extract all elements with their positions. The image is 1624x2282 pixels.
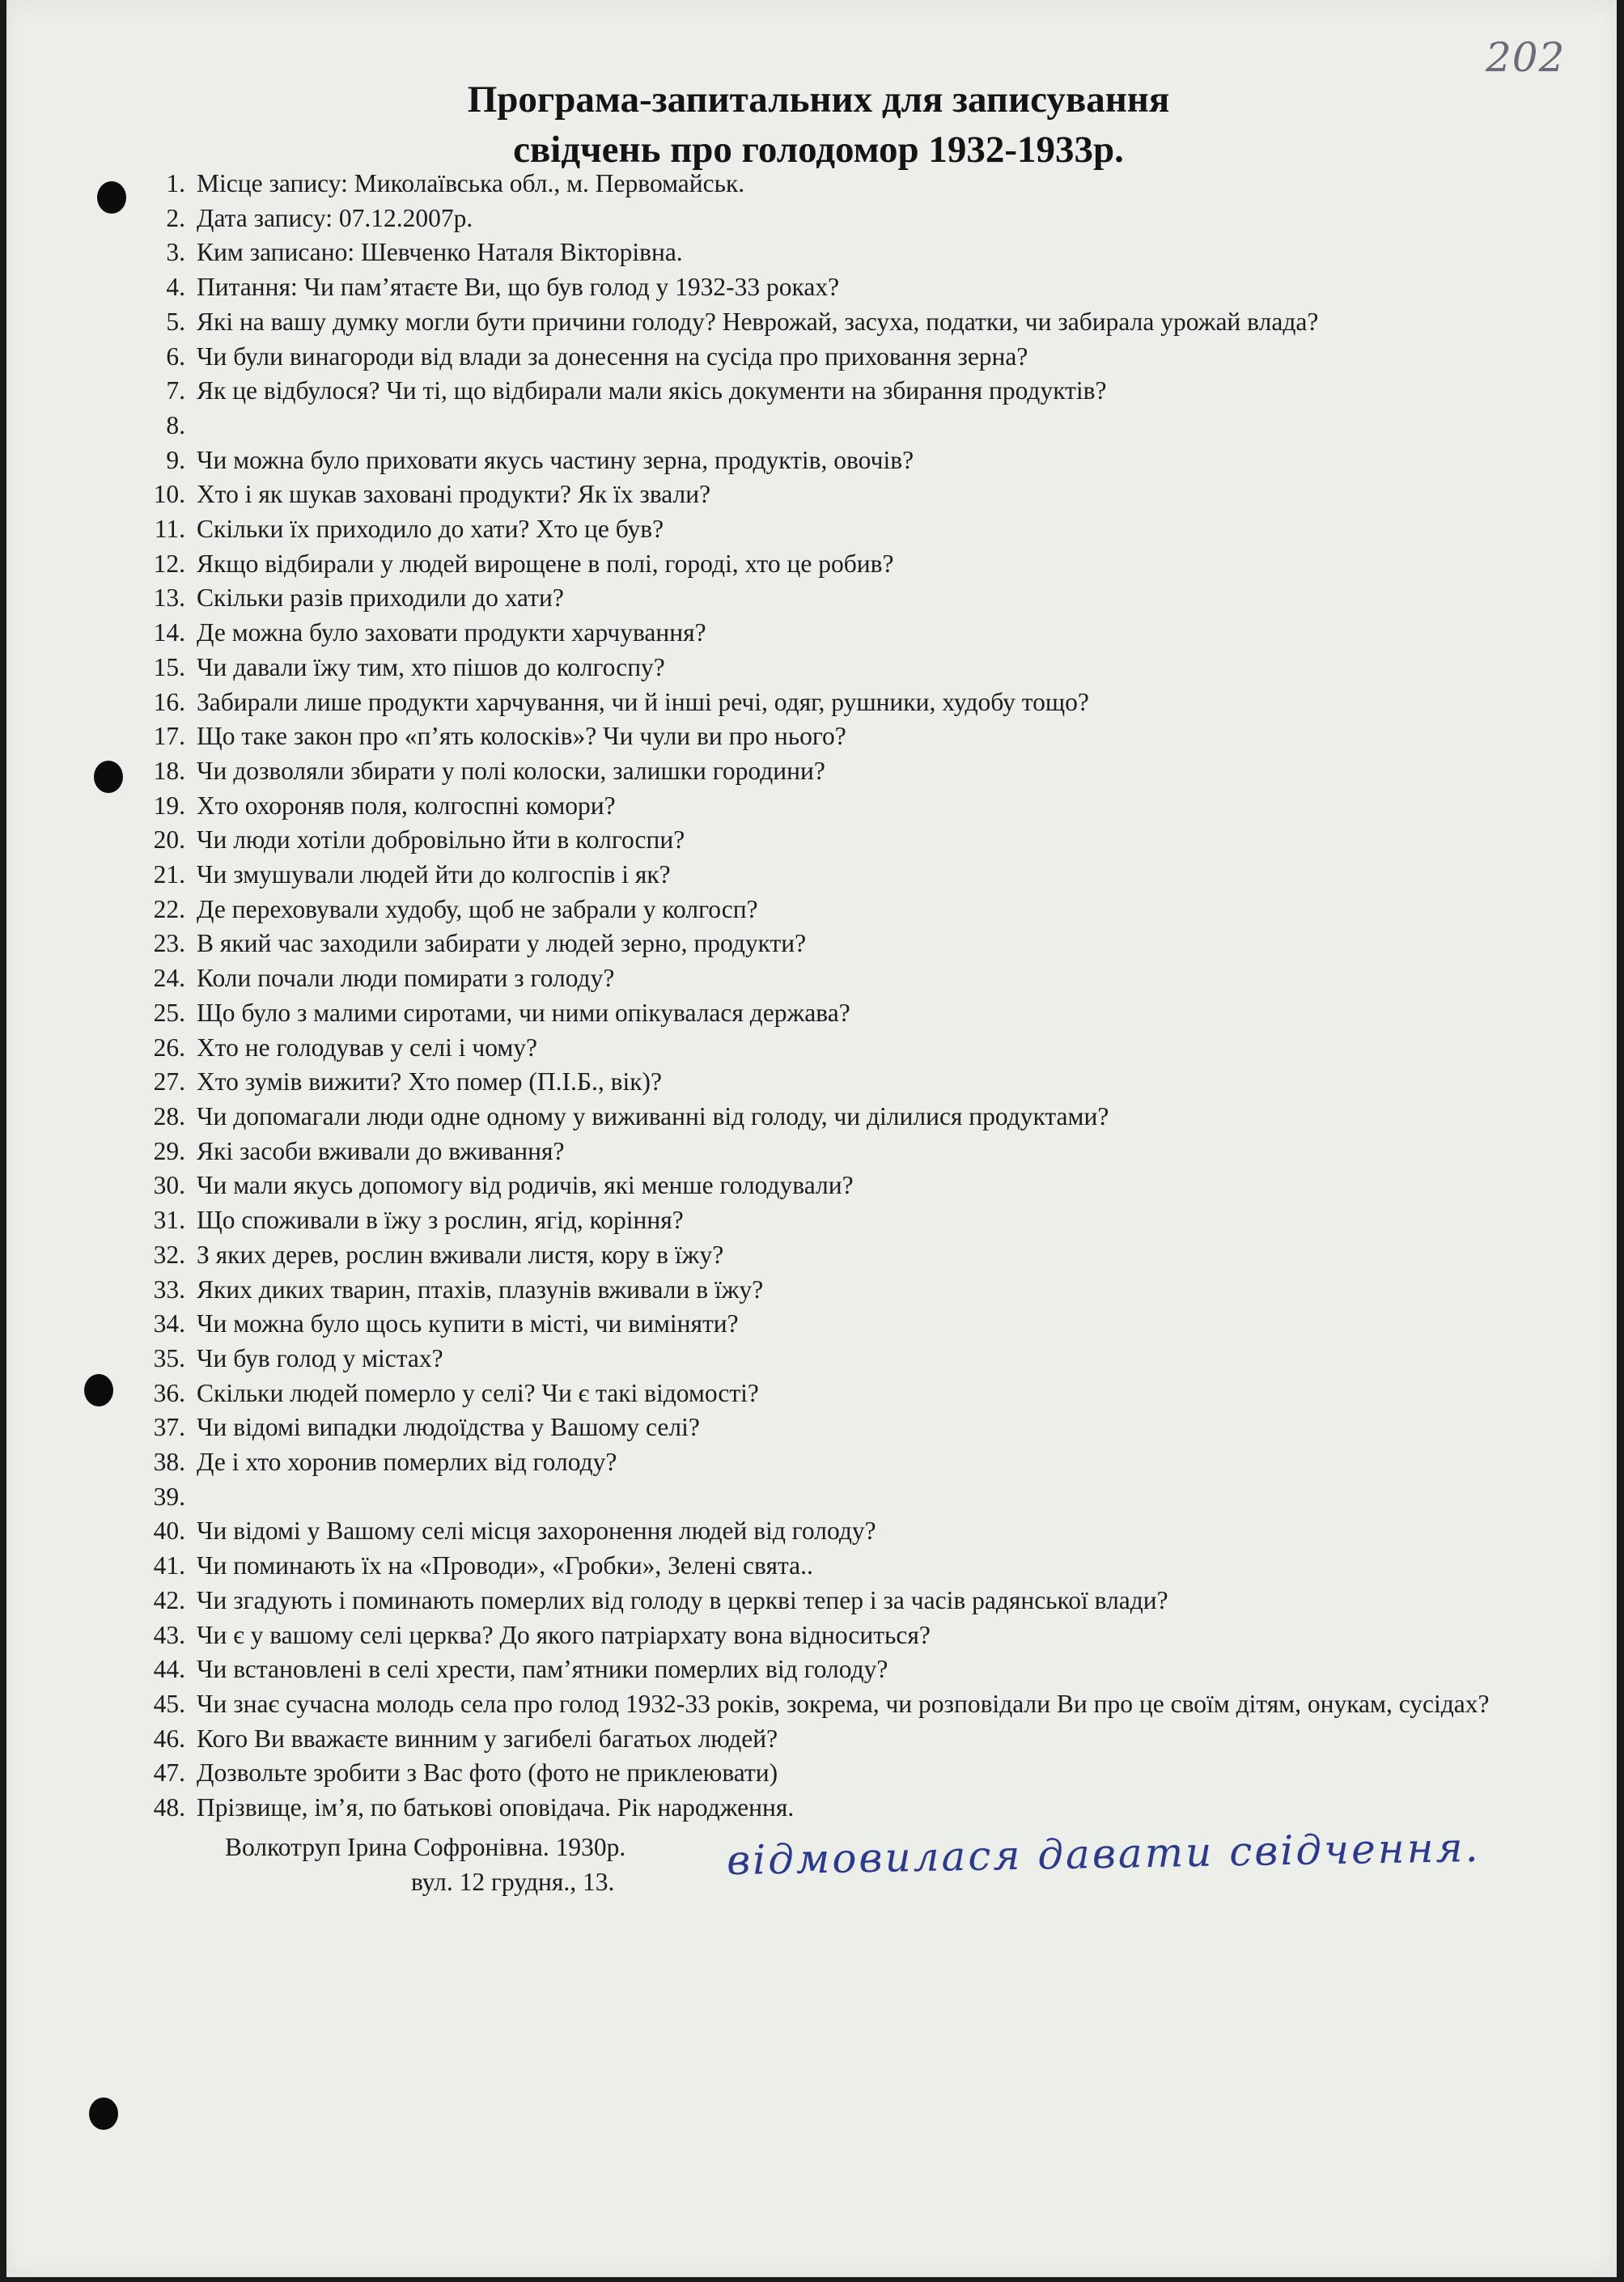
- question-item: [136, 616, 1512, 651]
- question-text: Чи встановлені в селі хрести, пам’ятники померлих від голоду?: [197, 1655, 888, 1684]
- question-item: [136, 1618, 1512, 1653]
- question-item: [136, 651, 1512, 685]
- question-number: 25.: [153, 998, 185, 1027]
- question-text: Чи були винагороди від влади за донесення на сусіда про приховання зерна?: [197, 341, 1028, 371]
- question-number: 12.: [153, 549, 185, 578]
- question-number: 40.: [153, 1516, 185, 1546]
- question-text: Чи мали якусь допомогу від родичів, які менше голодували?: [197, 1171, 854, 1200]
- question-item: [136, 823, 1512, 858]
- question-number: 36.: [153, 1378, 185, 1407]
- question-item: [136, 1203, 1512, 1238]
- question-number: 14.: [153, 618, 185, 647]
- question-number: 6.: [166, 341, 185, 371]
- question-text: Де і хто хоронив померлих від голоду?: [197, 1448, 617, 1477]
- question-item: [136, 201, 1512, 236]
- question-number: 26.: [153, 1033, 185, 1062]
- question-number: 30.: [153, 1171, 185, 1200]
- question-text: Що було з малими сиротами, чи ними опікувалася держава?: [197, 998, 850, 1027]
- page-number: 202: [1486, 34, 1566, 81]
- question-text: Дозвольте зробити з Вас фото (фото не приклеювати): [197, 1758, 778, 1788]
- question-number: 20.: [153, 825, 185, 855]
- question-item: [136, 547, 1512, 582]
- question-text: Хто і як шукав заховані продукти? Як їх звали?: [197, 480, 711, 509]
- question-number: 9.: [166, 445, 185, 474]
- question-number: 35.: [153, 1343, 185, 1372]
- question-item: [136, 1652, 1512, 1687]
- question-text: Хто зумів вижити? Хто помер (П.І.Б., вік)?: [197, 1067, 662, 1096]
- question-item: [136, 1687, 1512, 1722]
- question-text: Дата запису: 07.12.2007р.: [197, 203, 473, 232]
- question-text: Де переховували худобу, щоб не забрали у колгосп?: [197, 894, 758, 923]
- question-number: 42.: [153, 1585, 185, 1614]
- question-text: Чи люди хотіли добровільно йти в колгоспи?: [197, 825, 685, 855]
- question-list: [136, 167, 1512, 1826]
- title-line-1: Програма-запитальних для записування: [467, 78, 1170, 121]
- title-line-2: свідчень про голодомор 1932-1933р.: [513, 129, 1124, 171]
- question-number: 48.: [153, 1793, 185, 1822]
- respondent-name: Волкотруп Ірина Софронівна. 1930р.: [225, 1833, 626, 1861]
- question-text: Чи можна було приховати якусь частину зерна, продуктів, овочів?: [197, 445, 914, 474]
- question-item: [136, 961, 1512, 996]
- question-text: Забирали лише продукти харчування, чи й інші речі, одяг, рушники, худобу тощо?: [197, 687, 1089, 716]
- question-text: Скільки людей померло у селі? Чи є такі відомості?: [197, 1378, 759, 1407]
- question-number: 39.: [153, 1482, 185, 1511]
- question-item: [136, 1342, 1512, 1376]
- question-item: [136, 1031, 1512, 1066]
- question-number: 18.: [153, 756, 185, 785]
- question-number: 11.: [154, 515, 185, 544]
- question-text: Чи давали їжу тим, хто пішов до колгоспу?: [197, 652, 665, 681]
- question-number: 41.: [153, 1551, 185, 1580]
- question-text: Чи був голод у містах?: [197, 1343, 443, 1372]
- question-item: [136, 167, 1512, 201]
- question-item: [136, 305, 1512, 340]
- question-number: 1.: [166, 169, 185, 197]
- question-number: 43.: [153, 1620, 185, 1649]
- handwritten-note: відмовилася давати свідчення.: [726, 1823, 1481, 1885]
- question-number: 16.: [153, 687, 185, 716]
- question-number: 33.: [153, 1275, 185, 1304]
- question-item: [136, 340, 1512, 375]
- question-text: Коли почали люди помирати з голоду?: [197, 964, 615, 993]
- question-item: [136, 1445, 1512, 1480]
- question-item: [136, 1584, 1512, 1618]
- question-item: [136, 512, 1512, 547]
- question-text: Як це відбулося? Чи ті, що відбирали мали якісь документи на збирання продуктів?: [197, 376, 1107, 405]
- question-text: Яких диких тварин, птахів, плазунів вживали в їжу?: [197, 1275, 764, 1304]
- question-item: [136, 235, 1512, 270]
- question-item: [136, 1410, 1512, 1445]
- punch-hole: [89, 2097, 118, 2130]
- question-text: Хто не голодував у селі і чому?: [197, 1033, 538, 1062]
- question-number: 4.: [166, 273, 185, 302]
- question-item: [136, 374, 1512, 409]
- question-item: [136, 996, 1512, 1031]
- question-number: 21.: [153, 860, 185, 889]
- question-text: Кого Ви вважаєте винним у загибелі багатьох людей?: [197, 1724, 778, 1753]
- question-number: 47.: [153, 1758, 185, 1788]
- question-item: [136, 789, 1512, 824]
- question-text: Де можна було заховати продукти харчування?: [197, 618, 706, 647]
- question-item: [136, 443, 1512, 478]
- question-item: [136, 1169, 1512, 1203]
- question-number: 7.: [166, 376, 185, 405]
- question-item: [136, 1549, 1512, 1584]
- question-item: [136, 409, 1512, 443]
- question-number: 29.: [153, 1136, 185, 1165]
- question-text: Які засоби вживали до вживання?: [197, 1136, 565, 1165]
- question-number: 24.: [153, 964, 185, 993]
- question-text: Чи знає сучасна молодь села про голод 1932-33 років, зокрема, чи розповідали Ви про це своїм дітям, онукам, сусідах?: [197, 1689, 1490, 1718]
- question-text: Чи відомі випадки людоїдства у Вашому селі?: [197, 1413, 700, 1442]
- question-text: Чи поминають їх на «Проводи», «Гробки», Зелені свята..: [197, 1551, 813, 1580]
- question-item: [136, 685, 1512, 720]
- question-text: Ким записано: Шевченко Наталя Вікторівна.: [197, 238, 683, 267]
- question-text: Скільки разів приходили до хати?: [197, 583, 564, 613]
- question-number: 3.: [166, 238, 185, 267]
- question-text: Чи допомагали люди одне одному у виживанні від голоду, чи ділилися продуктами?: [197, 1101, 1109, 1130]
- question-item: [136, 1135, 1512, 1169]
- question-text: Що споживали в їжу з рослин, ягід, коріння?: [197, 1206, 684, 1235]
- question-item: [136, 927, 1512, 961]
- question-text: Які на вашу думку могли бути причини голоду? Неврожай, засуха, податки, чи забирала урожай влада?: [197, 307, 1319, 336]
- question-text: Чи згадують і поминають померлих від голоду в церкві тепер і за часів радянської влади?: [197, 1585, 1168, 1614]
- question-text: [197, 409, 1512, 443]
- respondent-address: вул. 12 грудня., 13.: [411, 1867, 615, 1896]
- question-text: Хто охороняв поля, колгоспні комори?: [197, 791, 616, 820]
- question-number: 17.: [153, 722, 185, 751]
- question-number: 10.: [153, 480, 185, 509]
- question-number: 23.: [153, 929, 185, 958]
- question-number: 34.: [153, 1309, 185, 1338]
- question-item: [136, 581, 1512, 616]
- question-number: 2.: [166, 203, 185, 232]
- question-item: [136, 477, 1512, 512]
- question-number: 22.: [153, 894, 185, 923]
- question-text: Чи дозволяли збирати у полі колоски, залишки городини?: [197, 756, 825, 785]
- question-number: 32.: [153, 1240, 185, 1269]
- question-item: [136, 893, 1512, 927]
- punch-hole: [97, 181, 126, 214]
- question-text: Чи відомі у Вашому селі місця захоронення людей від голоду?: [197, 1516, 876, 1546]
- question-item: [136, 1273, 1512, 1308]
- question-text: Скільки їх приходило до хати? Хто це був?: [197, 515, 664, 544]
- question-number: 37.: [153, 1413, 185, 1442]
- question-number: 8.: [166, 410, 185, 439]
- respondent-info: [225, 1830, 625, 1899]
- question-number: 38.: [153, 1448, 185, 1477]
- question-text: Що таке закон про «п’ять колосків»? Чи чули ви про нього?: [197, 722, 846, 751]
- question-item: [136, 754, 1512, 789]
- question-text: Прізвище, ім’я, по батькові оповідача. Рік народження.: [197, 1793, 795, 1822]
- question-item: [136, 1376, 1512, 1411]
- question-number: 27.: [153, 1067, 185, 1096]
- page-title: [6, 74, 1624, 175]
- question-text: Місце запису: Миколаївська обл., м. Первомайськ.: [197, 169, 745, 197]
- question-text: [197, 1480, 1512, 1515]
- question-number: 31.: [153, 1206, 185, 1235]
- question-number: 5.: [166, 307, 185, 336]
- question-text: Чи змушували людей йти до колгоспів і як?: [197, 860, 671, 889]
- question-text: Питання: Чи пам’ятаєте Ви, що був голод у 1932-33 роках?: [197, 273, 840, 302]
- question-text: Чи є у вашому селі церква? До якого патріархату вона відноситься?: [197, 1620, 931, 1649]
- question-item: [136, 1514, 1512, 1549]
- punch-hole: [94, 761, 123, 793]
- question-number: 46.: [153, 1724, 185, 1753]
- question-item: [136, 1756, 1512, 1791]
- question-item: [136, 1722, 1512, 1757]
- question-item: [136, 270, 1512, 305]
- question-text: Якщо відбирали у людей вирощене в полі, городі, хто це робив?: [197, 549, 894, 578]
- question-number: 13.: [153, 583, 185, 613]
- document-page: [6, 0, 1617, 2277]
- question-text: Чи можна було щось купити в місті, чи виміняти?: [197, 1309, 739, 1338]
- question-item: [136, 719, 1512, 754]
- punch-hole: [84, 1374, 113, 1406]
- question-number: 15.: [153, 652, 185, 681]
- question-item: [136, 1238, 1512, 1273]
- question-item: [136, 1307, 1512, 1342]
- question-item: [136, 1100, 1512, 1135]
- question-item: [136, 1791, 1512, 1826]
- question-item: [136, 858, 1512, 893]
- question-number: 45.: [153, 1689, 185, 1718]
- question-item: [136, 1480, 1512, 1515]
- question-item: [136, 1065, 1512, 1100]
- question-text: В який час заходили забирати у людей зерно, продукти?: [197, 929, 807, 958]
- question-number: 19.: [153, 791, 185, 820]
- question-number: 44.: [153, 1655, 185, 1684]
- question-text: З яких дерев, рослин вживали листя, кору в їжу?: [197, 1240, 724, 1269]
- question-number: 28.: [153, 1101, 185, 1130]
